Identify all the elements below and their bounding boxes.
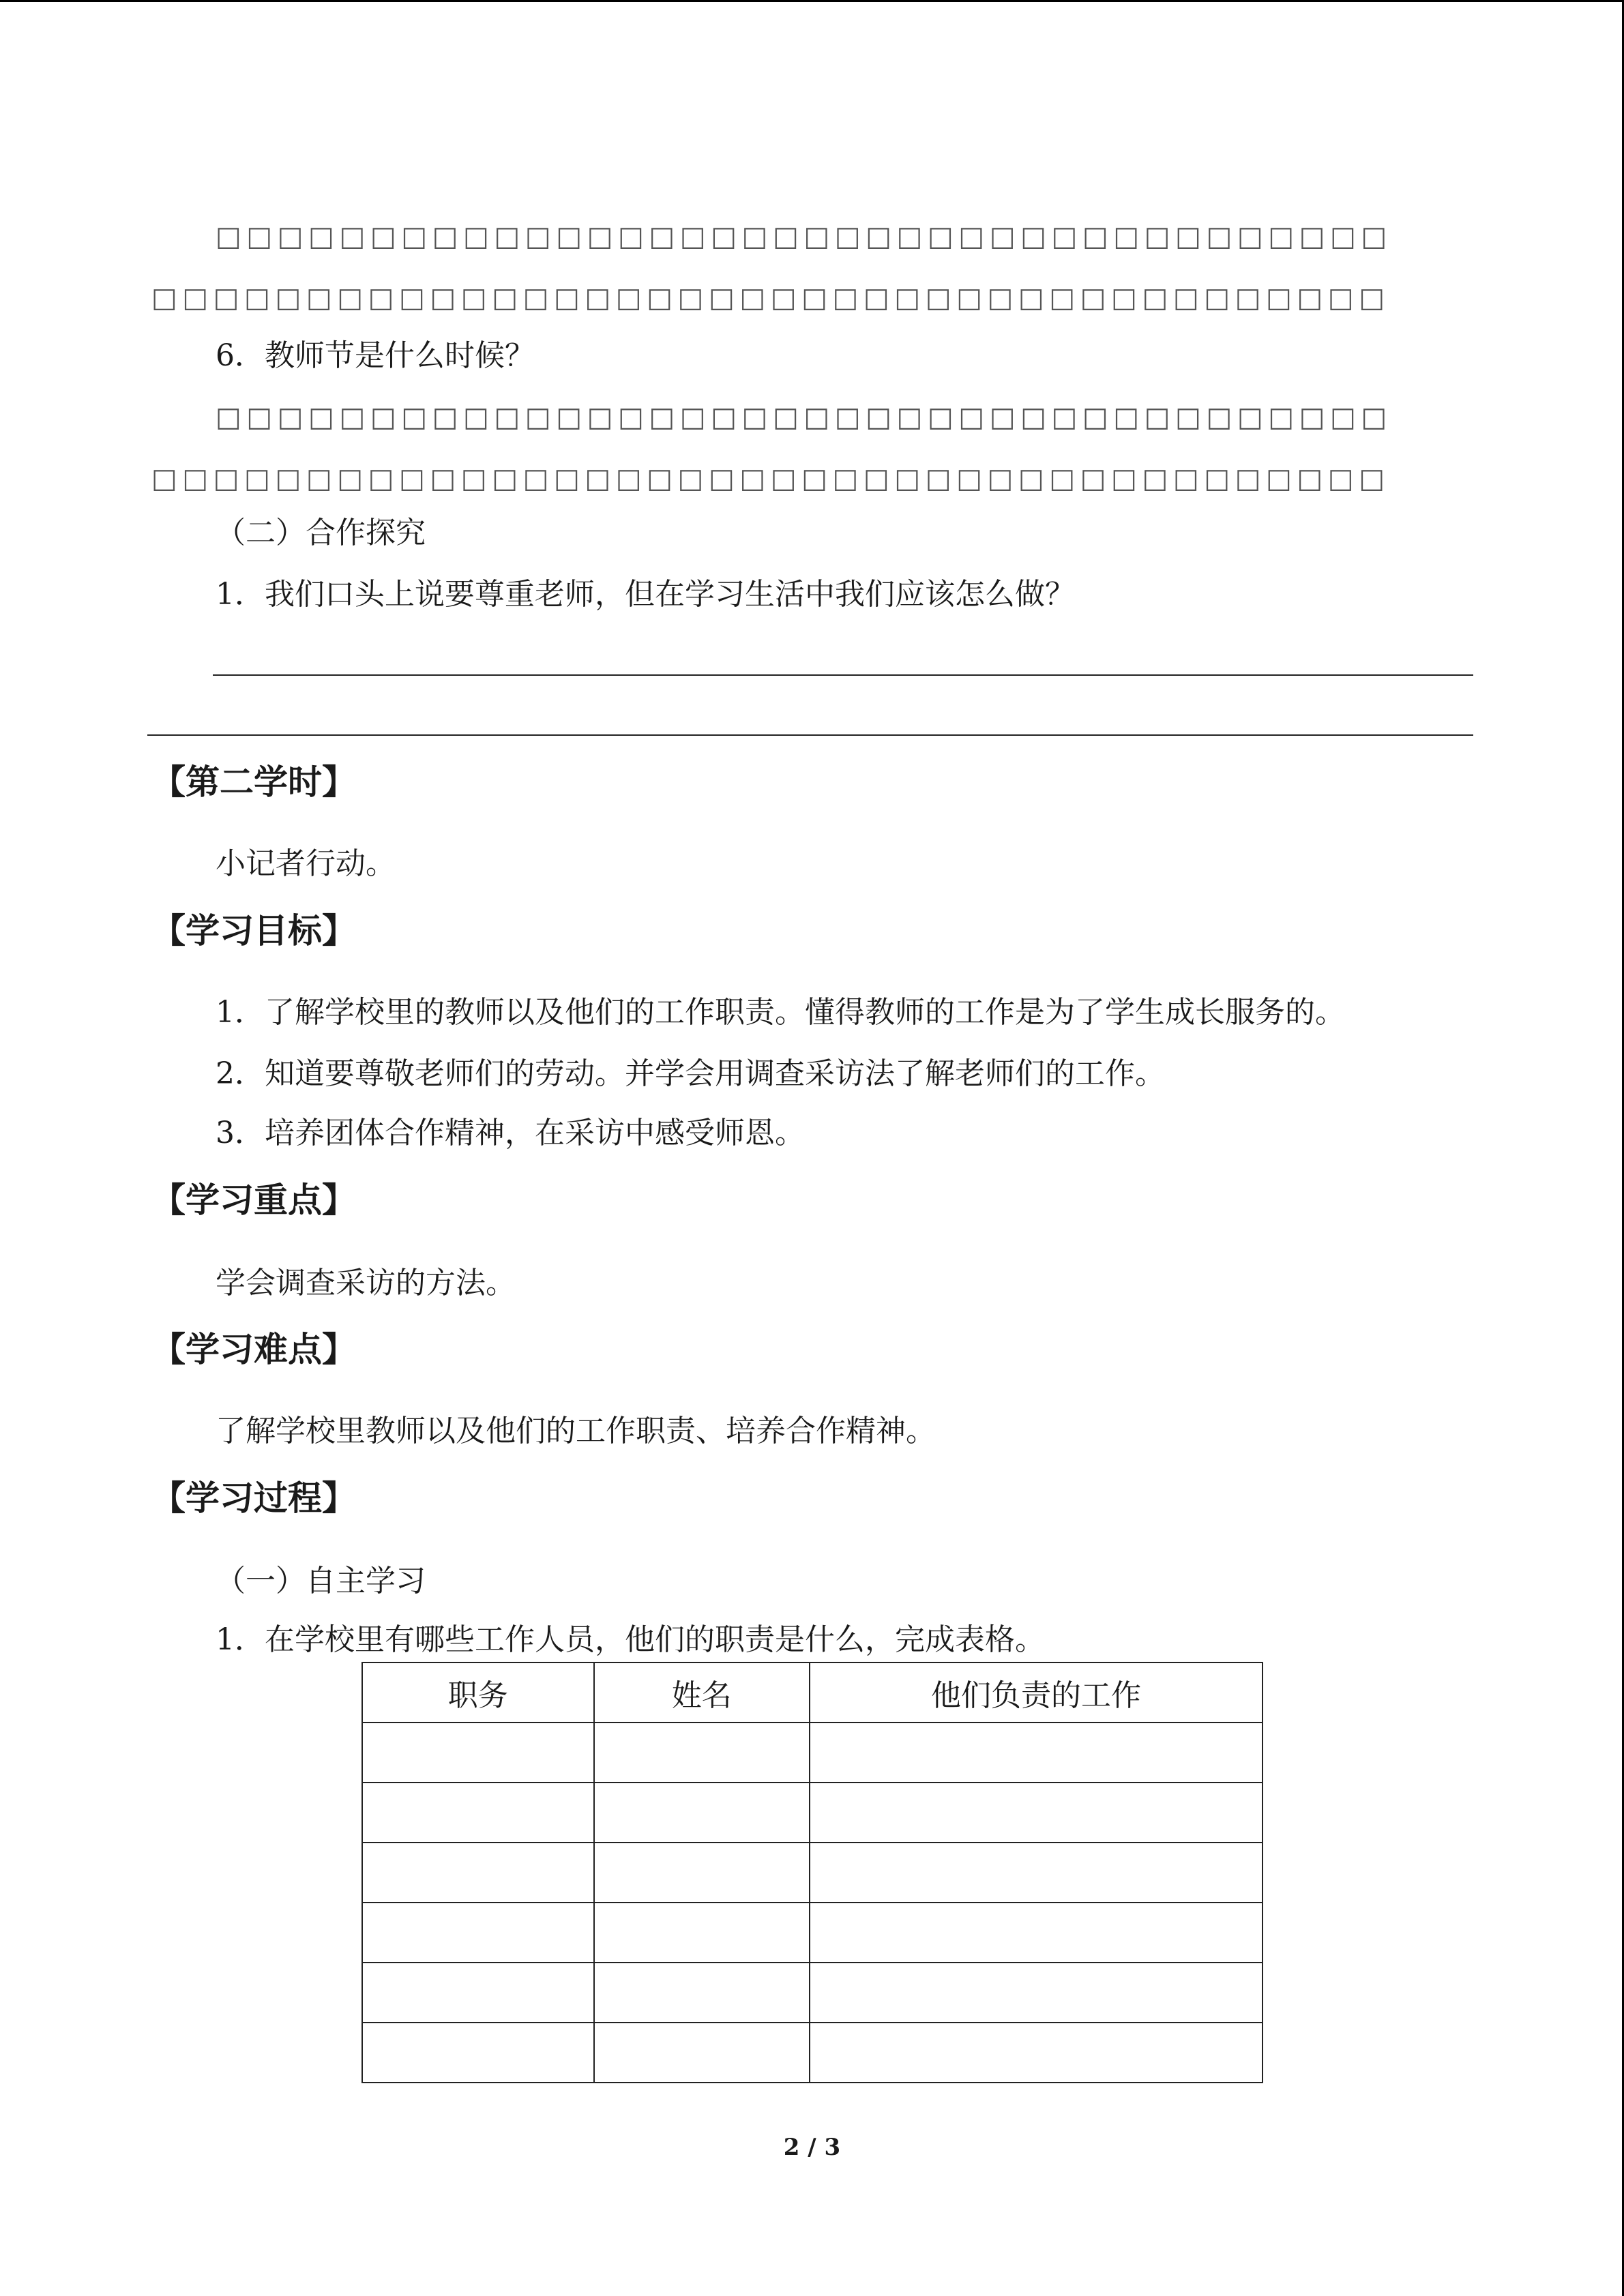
answer-line [147,734,1473,736]
table-cell[interactable] [362,1723,594,1783]
table-cell[interactable] [810,1783,1263,1843]
objectives-heading: 【学习目标】 [151,911,356,951]
staff-table [361,1662,1263,2083]
table-header-name: 姓名 [594,1663,810,1723]
lesson-2-intro: 小记者行动。 [216,846,396,881]
table-cell[interactable] [594,2023,810,2083]
cooperative-question-1: 1．我们口头上说要尊重老师，但在学习生活中我们应该怎么做？ [216,577,1075,612]
table-cell[interactable] [594,1903,810,1963]
table-row [362,2023,1263,2083]
table-cell[interactable] [810,1723,1263,1783]
table-header-row [362,1663,1263,1723]
table-row [362,1723,1263,1783]
page-border-top [0,0,1624,2]
answer-box-row: □□□□□□□□□□□□□□□□□□□□□□□□□□□□□□□□□□□□□□□□ [151,463,1390,494]
self-study-question-1: 1．在学校里有哪些工作人员，他们的职责是什么，完成表格。 [216,1622,1045,1657]
table-row [362,1903,1263,1963]
table-row [362,1843,1263,1903]
table-cell[interactable] [810,2023,1263,2083]
objective-item: 2．知道要尊敬老师们的劳动。并学会用调查采访法了解老师们的工作。 [216,1056,1165,1091]
table-cell[interactable] [362,1963,594,2023]
process-heading: 【学习过程】 [151,1478,356,1518]
difficulties-heading: 【学习难点】 [151,1330,356,1369]
key-points-heading: 【学习重点】 [151,1180,356,1220]
objective-item: 3．培养团体合作精神，在采访中感受师恩。 [216,1116,805,1150]
table-cell[interactable] [594,1963,810,2023]
table-cell[interactable] [810,1843,1263,1903]
table-row [362,1783,1263,1843]
question-6: 6．教师节是什么时候？ [216,338,535,373]
table-cell[interactable] [362,1843,594,1903]
table-cell[interactable] [810,1963,1263,2023]
table-cell[interactable] [594,1783,810,1843]
self-study-heading: （一）自主学习 [216,1564,426,1598]
table-cell[interactable] [362,2023,594,2083]
table-cell[interactable] [594,1843,810,1903]
page-number: 2 / 3 [783,2134,841,2161]
cooperative-heading: （二）合作探究 [216,516,426,550]
table-header-duties: 他们负责的工作 [810,1663,1263,1723]
table-row [362,1963,1263,2023]
table-cell[interactable] [810,1903,1263,1963]
table-header-position: 职务 [362,1663,594,1723]
table-cell[interactable] [594,1723,810,1783]
key-points-text: 学会调查采访的方法。 [216,1266,516,1300]
answer-box-row: □□□□□□□□□□□□□□□□□□□□□□□□□□□□□□□□□□□□□□□□ [151,282,1390,314]
table-cell[interactable] [362,1783,594,1843]
answer-box-row: □□□□□□□□□□□□□□□□□□□□□□□□□□□□□□□□□□□□□□ [216,221,1392,252]
answer-box-row: □□□□□□□□□□□□□□□□□□□□□□□□□□□□□□□□□□□□□□ [216,402,1392,433]
difficulties-text: 了解学校里教师以及他们的工作职责、培养合作精神。 [216,1414,936,1448]
answer-line [213,674,1473,676]
objective-item: 1．了解学校里的教师以及他们的工作职责。懂得教师的工作是为了学生成长服务的。 [216,995,1345,1030]
lesson-2-heading: 【第二学时】 [151,762,356,802]
table-cell[interactable] [362,1903,594,1963]
